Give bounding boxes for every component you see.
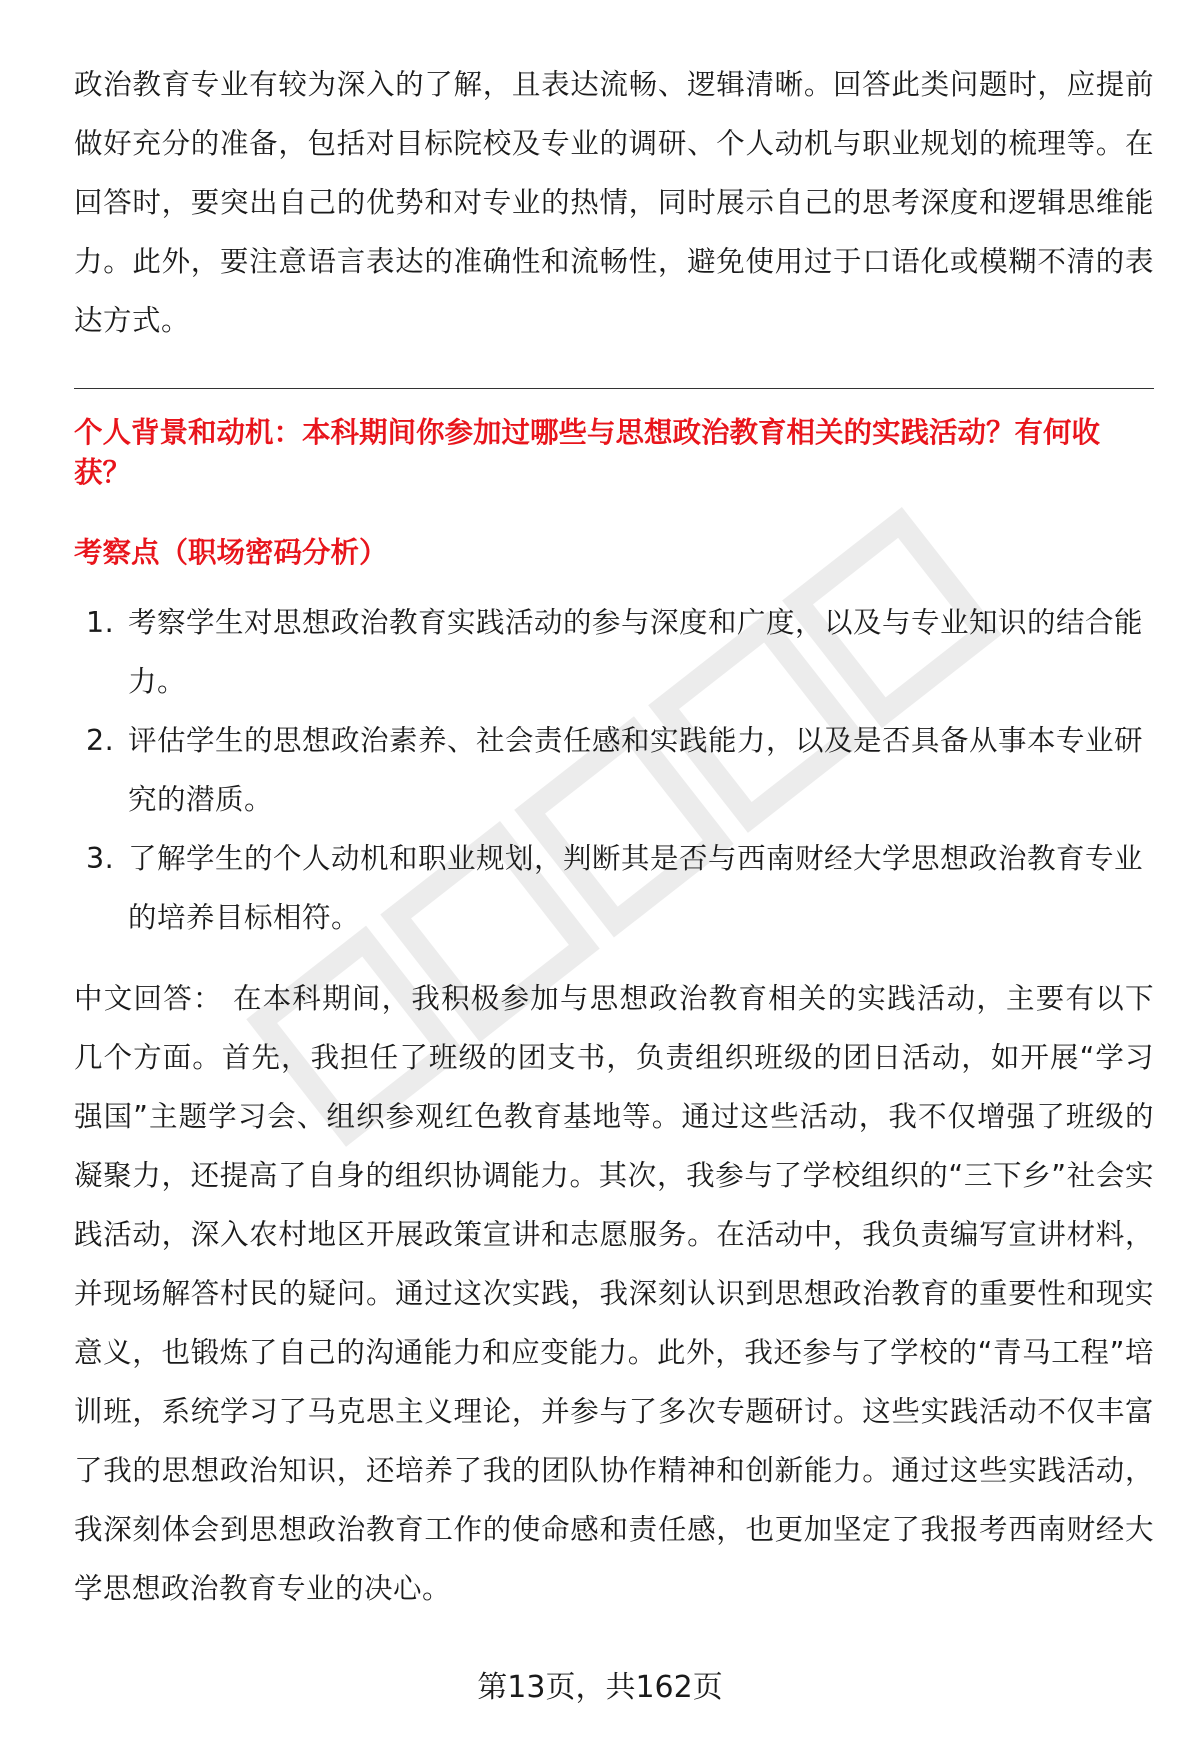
analysis-list: [74, 593, 1154, 947]
section-divider: [74, 388, 1154, 389]
analysis-heading: 考察点（职场密码分析）: [74, 536, 388, 569]
analysis-item-number: 1.: [86, 606, 115, 639]
page-footer: 第13页，共162页: [477, 1670, 723, 1705]
analysis-item: [74, 711, 1154, 829]
analysis-item-text: 评估学生的思想政治素养、社会责任感和实践能力，以及是否具备从事本专业研究的潜质。: [128, 724, 1144, 816]
analysis-item: [74, 829, 1154, 947]
analysis-item-text: 了解学生的个人动机和职业规划，判断其是否与西南财经大学思想政治教育专业的培养目标相符。: [128, 842, 1144, 934]
question-heading: 个人背景和动机：本科期间你参加过哪些与思想政治教育相关的实践活动？有何收获？: [74, 416, 1101, 489]
answer-paragraph: 中文回答： 在本科期间，我积极参加与思想政治教育相关的实践活动，主要有以下几个方面。首先，我担任了班级的团支书，负责组织班级的团日活动，如开展“学习强国”主题学习会、组织参观红色教育基地等。通过这些活动，我不仅增强了班级的凝聚力，还提高了自身的组织协调能力。其次，我参与了学校组织的“三下乡”社会实践活动，深入农村地区开展政策宣讲和志愿服务。在活动中，我负责编写宣讲材料，并现场解答村民的疑问。通过这次实践，我深刻认识到思想政治教育的重要性和现实意义，也锻炼了自己的沟通能力和应变能力。此外，我还参与了学校的“青马工程”培训班，系统学习了马克思主义理论，并参与了多次专题研讨。这些实践活动不仅丰富了我的思想政治知识，还培养了我的团队协作精神和创新能力。通过这些实践活动，我深刻体会到思想政治教育工作的使命感和责任感，也更加坚定了我报考西南财经大学思想政治教育专业的决心。: [74, 982, 1154, 1605]
intro-paragraph: 政治教育专业有较为深入的了解，且表达流畅、逻辑清晰。回答此类问题时，应提前做好充分的准备，包括对目标院校及专业的调研、个人动机与职业规划的梳理等。在回答时，要突出自己的优势和对专业的热情，同时展示自己的思考深度和逻辑思维能力。此外，要注意语言表达的准确性和流畅性，避免使用过于口语化或模糊不清的表达方式。: [74, 68, 1154, 337]
analysis-item-number: 2.: [86, 724, 115, 757]
analysis-item: [74, 593, 1154, 711]
analysis-item-text: 考察学生对思想政治教育实践活动的参与深度和广度，以及与专业知识的结合能力。: [128, 606, 1144, 698]
document-page: [74, 55, 1154, 1618]
analysis-item-number: 3.: [86, 842, 115, 875]
